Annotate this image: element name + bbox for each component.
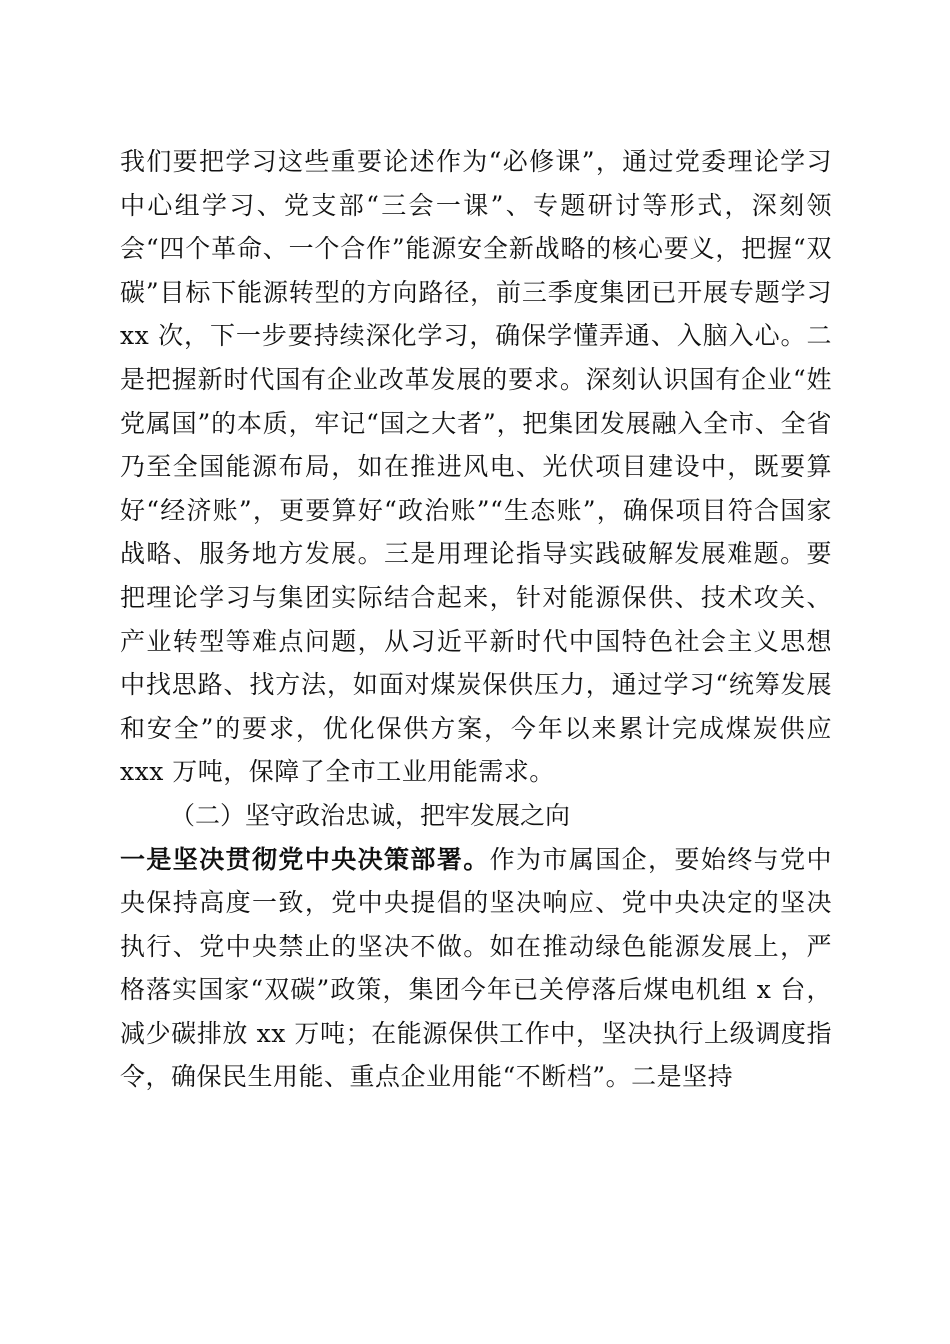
document-page (120, 140, 832, 1099)
body-paragraph-2 (120, 838, 832, 1100)
body-paragraph-1: 我们要把学习这些重要论述作为“必修课”，通过党委理论学习中心组学习、党支部“三会一课”、专题研讨等形式，深刻领会“四个革命、一个合作”能源安全新战略的核心要义，把握“双碳”目标下能源转型的方向路径，前三季度集团已开展专题学习 xx 次，下一步要持续深化学习，确保学懂弄通、入脑入心。二是把握新时代国有企业改革发展的要求。深刻认识国有企业“姓党属国”的本质，牢记“国之大者”，把集团发展融入全市、全省乃至全国能源布局，如在推进风电、光伏项目建设中，既要算好“经济账”，更要算好“政治账”“生态账”，确保项目符合国家战略、服务地方发展。三是用理论指导实践破解发展难题。要把理论学习与集团实际结合起来，针对能源保供、技术攻关、产业转型等难点问题，从习近平新时代中国特色社会主义思想中找思路、找方法，如面对煤炭保供压力，通过学习“统筹发展和安全”的要求，优化保供方案，今年以来累计完成煤炭供应 xxx 万吨，保障了全市工业用能需求。 (120, 147, 832, 787)
paragraph-lead: 一是坚决贯彻党中央决策部署。 (120, 844, 490, 874)
paragraph-body: 作为市属国企，要始终与党中央保持高度一致，党中央提倡的坚决响应、党中央决定的坚决执行、党中央禁止的坚决不做。如在推动绿色能源发展上，严格落实国家“双碳”政策，集团今年已关停落后煤电机组 x 台，减少碳排放 xx 万吨；在能源保供工作中，坚决执行上级调度指令，确保民生用能、重点企业用能“不断档”。二是坚持 (120, 844, 832, 1092)
section-heading: （二）坚守政治忠诚，把牢发展之向 (170, 800, 571, 830)
